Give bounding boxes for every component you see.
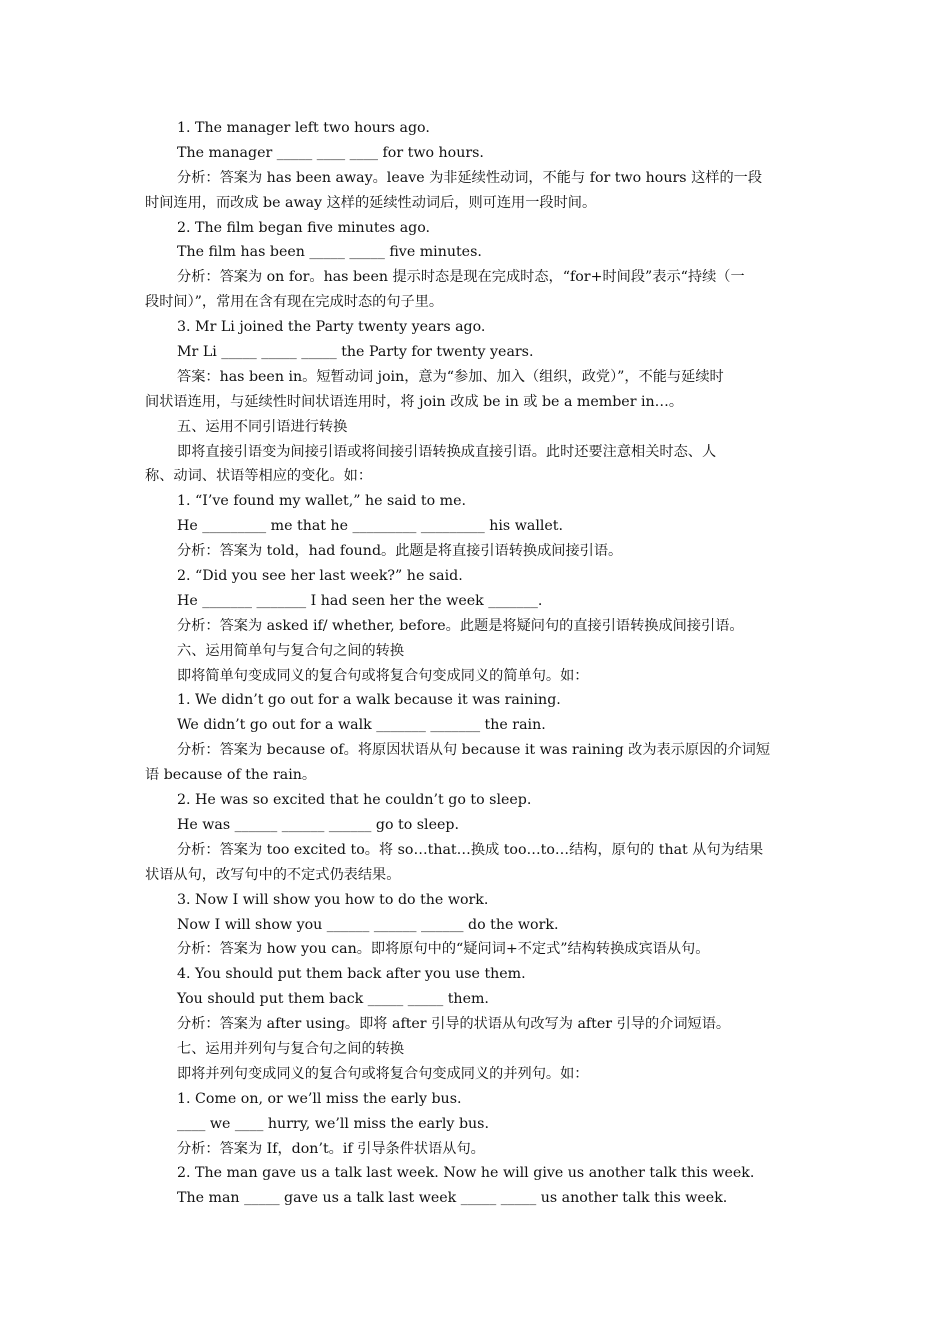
text-line: 分析：答案为 how you can。即将原句中的“疑问词+不定式”结构转换成宾语从句。	[177, 941, 710, 958]
text-line: 分析：答案为 told，had found。此题是将直接引语转换成间接引语。	[177, 543, 623, 560]
text-line: 2. He was so excited that he couldn’t go to sleep.	[177, 792, 532, 809]
text-line: 六、运用简单句与复合句之间的转换	[177, 642, 405, 659]
document-page	[145, 116, 810, 1211]
text-line: 时间连用，而改成 be away 这样的延续性动词后，则可连用一段时间。	[145, 194, 597, 211]
text-line: 1. We didn’t go out for a walk because it was raining.	[177, 692, 561, 709]
text-line: 分析：答案为 because of。将原因状语从句 because it was raining 改为表示原因的介词短	[177, 742, 771, 759]
text-line: 分析：答案为 If，don’t。if 引导条件状语从句。	[177, 1140, 485, 1157]
text-line: 1. Come on, or we’ll miss the early bus.	[177, 1090, 462, 1107]
text-line: 五、运用不同引语进行转换	[177, 418, 348, 435]
text-line: 1. The manager left two hours ago.	[177, 120, 430, 136]
text-line: We didn’t go out for a walk _______ _______ the rain.	[177, 717, 546, 734]
text-line: 2. The man gave us a talk last week. Now he will give us another talk this week.	[177, 1165, 755, 1182]
text-line: 分析：答案为 asked if/ whether, before。此题是将疑问句的直接引语转换成间接引语。	[177, 617, 744, 634]
text-line: 分析：答案为 has been away。leave 为非延续性动词，不能与 for two hours 这样的一段	[177, 169, 763, 186]
text-line: 段时间）”，常用在含有现在完成时态的句子里。	[145, 294, 444, 311]
text-line: Mr Li _____ _____ _____ the Party for twenty years.	[177, 344, 534, 361]
text-line: 即将简单句变成同义的复合句或将复合句变成同义的简单句。如：	[177, 667, 589, 684]
text-line: He was ______ ______ ______ go to sleep.	[177, 816, 459, 833]
text-line: 即将直接引语变为间接引语或将间接引语转换成直接引语。此时还要注意相关时态、人	[177, 443, 717, 460]
text-line: 分析：答案为 after using。即将 after 引导的状语从句改写为 after 引导的介词短语。	[177, 1016, 731, 1033]
text-line: 答案：has been in。短暂动词 join，意为“参加、加入（组织，政党）”，不能与延续时	[177, 368, 724, 385]
text-line: 即将并列句变成同义的复合句或将复合句变成同义的并列句。如：	[177, 1065, 589, 1082]
text-line: 称、动词、状语等相应的变化。如：	[145, 468, 373, 485]
text-line: 分析：答案为 too excited to。将 so…that…换成 too…to…结构，原句的 that 从句为结果	[177, 841, 764, 858]
text-line: You should put them back _____ _____ them.	[177, 991, 489, 1008]
text-line: He _______ _______ I had seen her the week _______.	[177, 592, 543, 609]
text-line: The film has been _____ _____ five minutes.	[177, 244, 482, 261]
text-line: ____ we ____ hurry, we’ll miss the early bus.	[177, 1115, 489, 1132]
text-line: 分析：答案为 on for。has been 提示时态是现在完成时态，“for+时间段”表示“持续（一	[177, 269, 745, 286]
text-line: 3. Now I will show you how to do the work.	[177, 891, 489, 908]
text-line: 1. “I’ve found my wallet,” he said to me.	[177, 493, 467, 510]
text-line: 2. The film began five minutes ago.	[177, 219, 431, 236]
text-line: Now I will show you ______ ______ ______ do the work.	[177, 916, 559, 933]
text-line: 七、运用并列句与复合句之间的转换	[177, 1040, 405, 1057]
text-line: 3. Mr Li joined the Party twenty years ago.	[177, 319, 486, 336]
text-line: 2. “Did you see her last week?” he said.	[177, 568, 463, 585]
text-line: 4. You should put them back after you use them.	[177, 966, 526, 983]
text-line: 间状语连用，与延续性时间状语连用时，将 join 改成 be in 或 be a member in…。	[145, 393, 684, 410]
text-line: 语 because of the rain。	[145, 767, 317, 784]
text-line: 状语从句，改写句中的不定式仍表结果。	[145, 866, 401, 883]
text-line: He _________ me that he _________ _________ his wallet.	[177, 518, 563, 535]
text-line: The manager _____ ____ ____ for two hours.	[177, 144, 484, 161]
text-line: The man _____ gave us a talk last week _____ _____ us another talk this week.	[177, 1190, 728, 1207]
